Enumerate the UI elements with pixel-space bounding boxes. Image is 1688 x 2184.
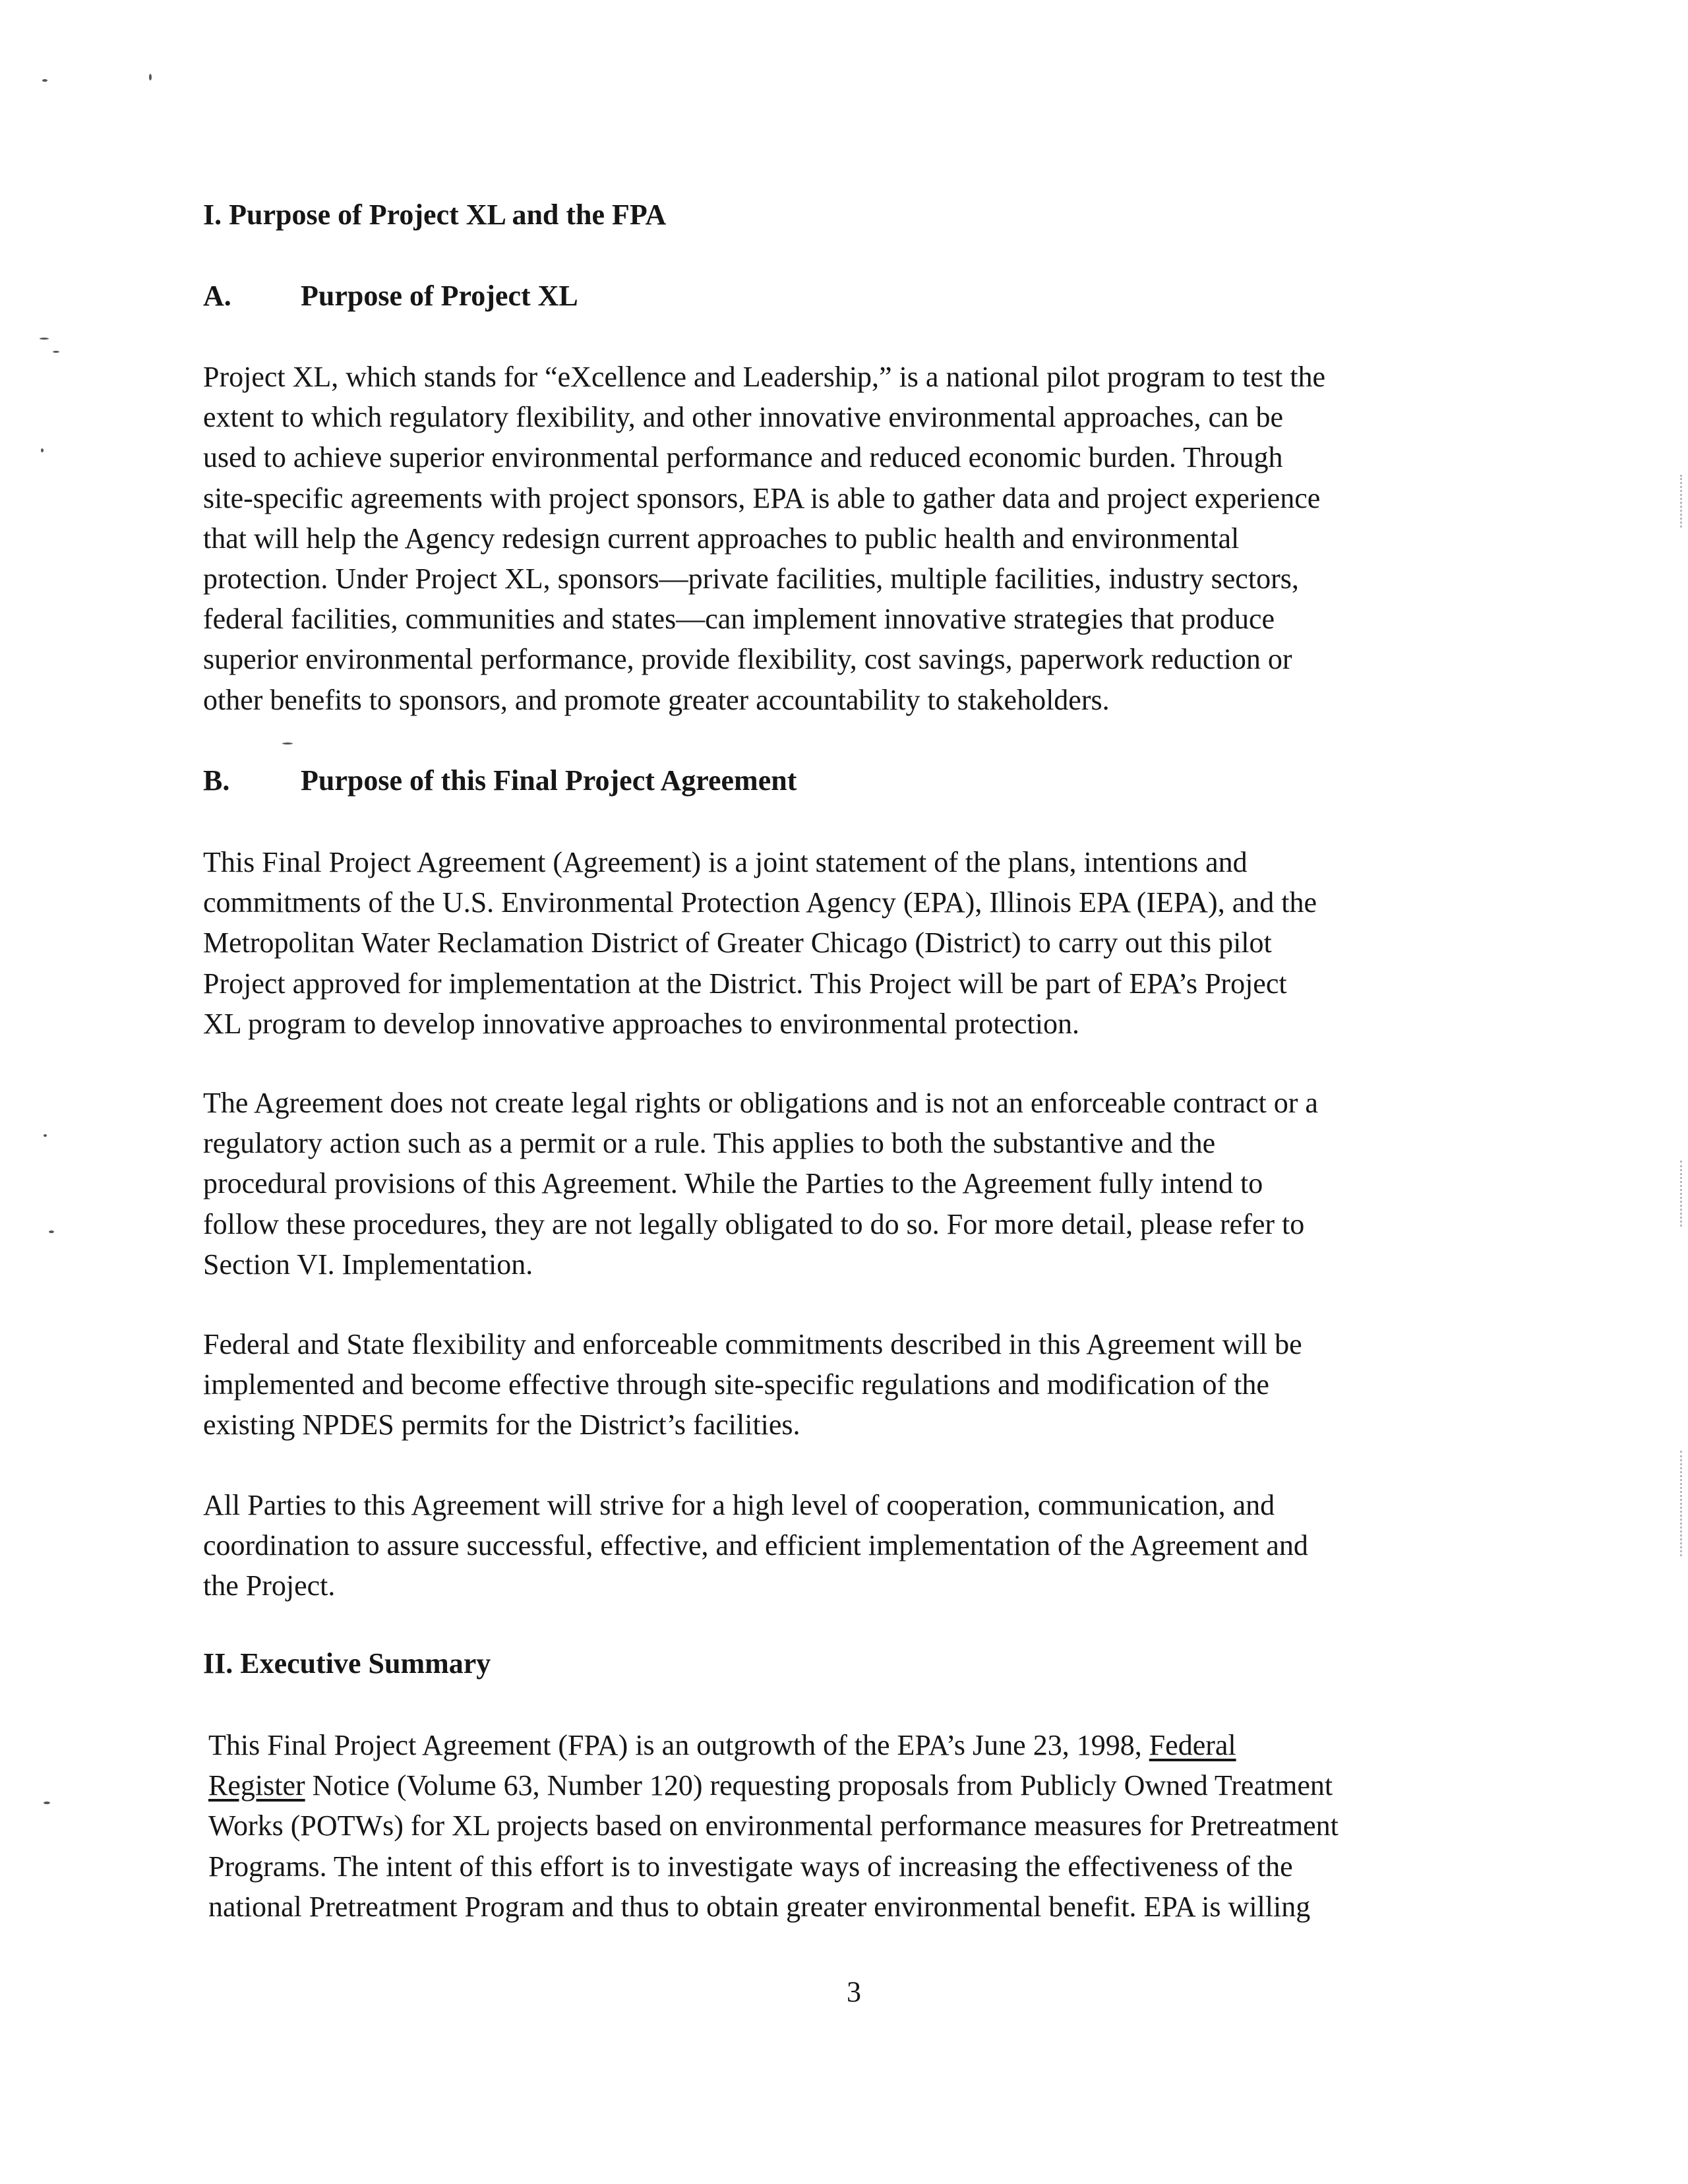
paragraph-agreement-statement	[203, 842, 1522, 1044]
text-run: Notice (Volume 63, Number 120) requesting proposals from Publicly Owned Treatment	[305, 1769, 1333, 1802]
section-heading-purpose: I. Purpose of Project XL and the FPA	[203, 198, 667, 231]
subsection-letter: B.	[203, 764, 230, 797]
text-line: other benefits to sponsors, and promote greater accountability to stakeholders.	[203, 683, 1110, 716]
scan-speck	[149, 74, 152, 80]
text-line: site-specific agreements with project sponsors, EPA is able to gather data and project experience	[203, 481, 1321, 514]
scan-speck	[44, 1802, 50, 1804]
text-line: national Pretreatment Program and thus to obtain greater environmental benefit. EPA is willing	[208, 1890, 1311, 1923]
text-line: extent to which regulatory flexibility, and other innovative environmental approaches, can be	[203, 401, 1284, 434]
text-line: Project approved for implementation at the District. This Project will be part of EPA’s Project	[203, 967, 1287, 1000]
text-line	[208, 1765, 1527, 1805]
text-line: All Parties to this Agreement will strive for a high level of cooperation, communication, and	[203, 1489, 1275, 1521]
text-line: regulatory action such as a permit or a rule. This applies to both the substantive and the	[203, 1127, 1216, 1160]
text-line: Federal and State flexibility and enforceable commitments described in this Agreement will be	[203, 1328, 1302, 1360]
text-line: federal facilities, communities and states—can implement innovative strategies that produce	[203, 603, 1275, 636]
text-line: XL program to develop innovative approaches to environmental protection.	[203, 1007, 1079, 1040]
paragraph-flexibility-commitments	[203, 1324, 1522, 1445]
text-line: used to achieve superior environmental performance and reduced economic burden. Through	[203, 441, 1283, 474]
text-line: The Agreement does not create legal rights or obligations and is not an enforceable contract or a	[203, 1087, 1318, 1119]
paragraph-project-xl-overview	[203, 357, 1522, 720]
subsection-heading-purpose-of-project-xl	[203, 279, 578, 313]
subsection-heading-purpose-of-fpa	[203, 764, 797, 798]
paragraph-executive-summary	[208, 1725, 1527, 1927]
subsection-title: Purpose of Project XL	[301, 280, 578, 312]
text-line: Project XL, which stands for “eXcellence and Leadership,” is a national pilot program to test the	[203, 361, 1325, 393]
text-line: This Final Project Agreement (Agreement) is a joint statement of the plans, intentions and	[203, 846, 1248, 878]
scan-edge-dots	[1680, 1161, 1684, 1227]
text-line: Metropolitan Water Reclamation District of Greater Chicago (District) to carry out this pilot	[203, 926, 1272, 959]
section-heading-executive-summary: II. Executive Summary	[203, 1647, 491, 1680]
text-line: follow these procedures, they are not legally obligated to do so. For more detail, please refer to	[203, 1207, 1305, 1240]
paragraph-cooperation	[203, 1485, 1522, 1606]
federal-register-underlined: Federal	[1149, 1729, 1236, 1761]
subsection-title: Purpose of this Final Project Agreement	[301, 764, 797, 797]
text-line: procedural provisions of this Agreement. While the Parties to the Agreement fully intend to	[203, 1167, 1263, 1200]
subsection-letter: A.	[203, 280, 231, 312]
text-line: Section VI. Implementation.	[203, 1248, 533, 1281]
text-line: Programs. The intent of this effort is to investigate ways of increasing the effectiveness of the	[208, 1850, 1293, 1883]
text-line: Works (POTWs) for XL projects based on environmental performance measures for Pretreatment	[208, 1809, 1339, 1842]
text-line: implemented and become effective through site-specific regulations and modification of the	[203, 1368, 1269, 1401]
scan-speck	[49, 1230, 54, 1233]
paragraph-legal-rights	[203, 1083, 1522, 1285]
scan-speck	[41, 448, 44, 452]
scan-edge-dots	[1680, 1451, 1684, 1556]
text-run: This Final Project Agreement (FPA) is an outgrowth of the EPA’s June 23, 1998,	[208, 1729, 1149, 1761]
scan-speck	[40, 338, 49, 340]
text-line	[208, 1725, 1527, 1765]
text-line: the Project.	[203, 1569, 336, 1602]
text-line: commitments of the U.S. Environmental Protection Agency (EPA), Illinois EPA (IEPA), and the	[203, 886, 1317, 919]
text-line: superior environmental performance, provide flexibility, cost savings, paperwork reduction or	[203, 643, 1292, 676]
scan-speck	[282, 743, 293, 744]
scan-edge-dots	[1680, 475, 1684, 528]
text-line: that will help the Agency redesign current approaches to public health and environmental	[203, 522, 1240, 555]
text-line: protection. Under Project XL, sponsors—private facilities, multiple facilities, industry sectors,	[203, 562, 1299, 595]
page-number: 3	[847, 1976, 861, 2008]
federal-register-underlined: Register	[208, 1769, 305, 1802]
text-line: existing NPDES permits for the District’s facilities.	[203, 1409, 800, 1441]
scan-speck	[42, 79, 47, 82]
text-line: coordination to assure successful, effective, and efficient implementation of the Agreement and	[203, 1529, 1308, 1562]
scan-speck	[53, 351, 59, 353]
scan-speck	[44, 1134, 47, 1137]
